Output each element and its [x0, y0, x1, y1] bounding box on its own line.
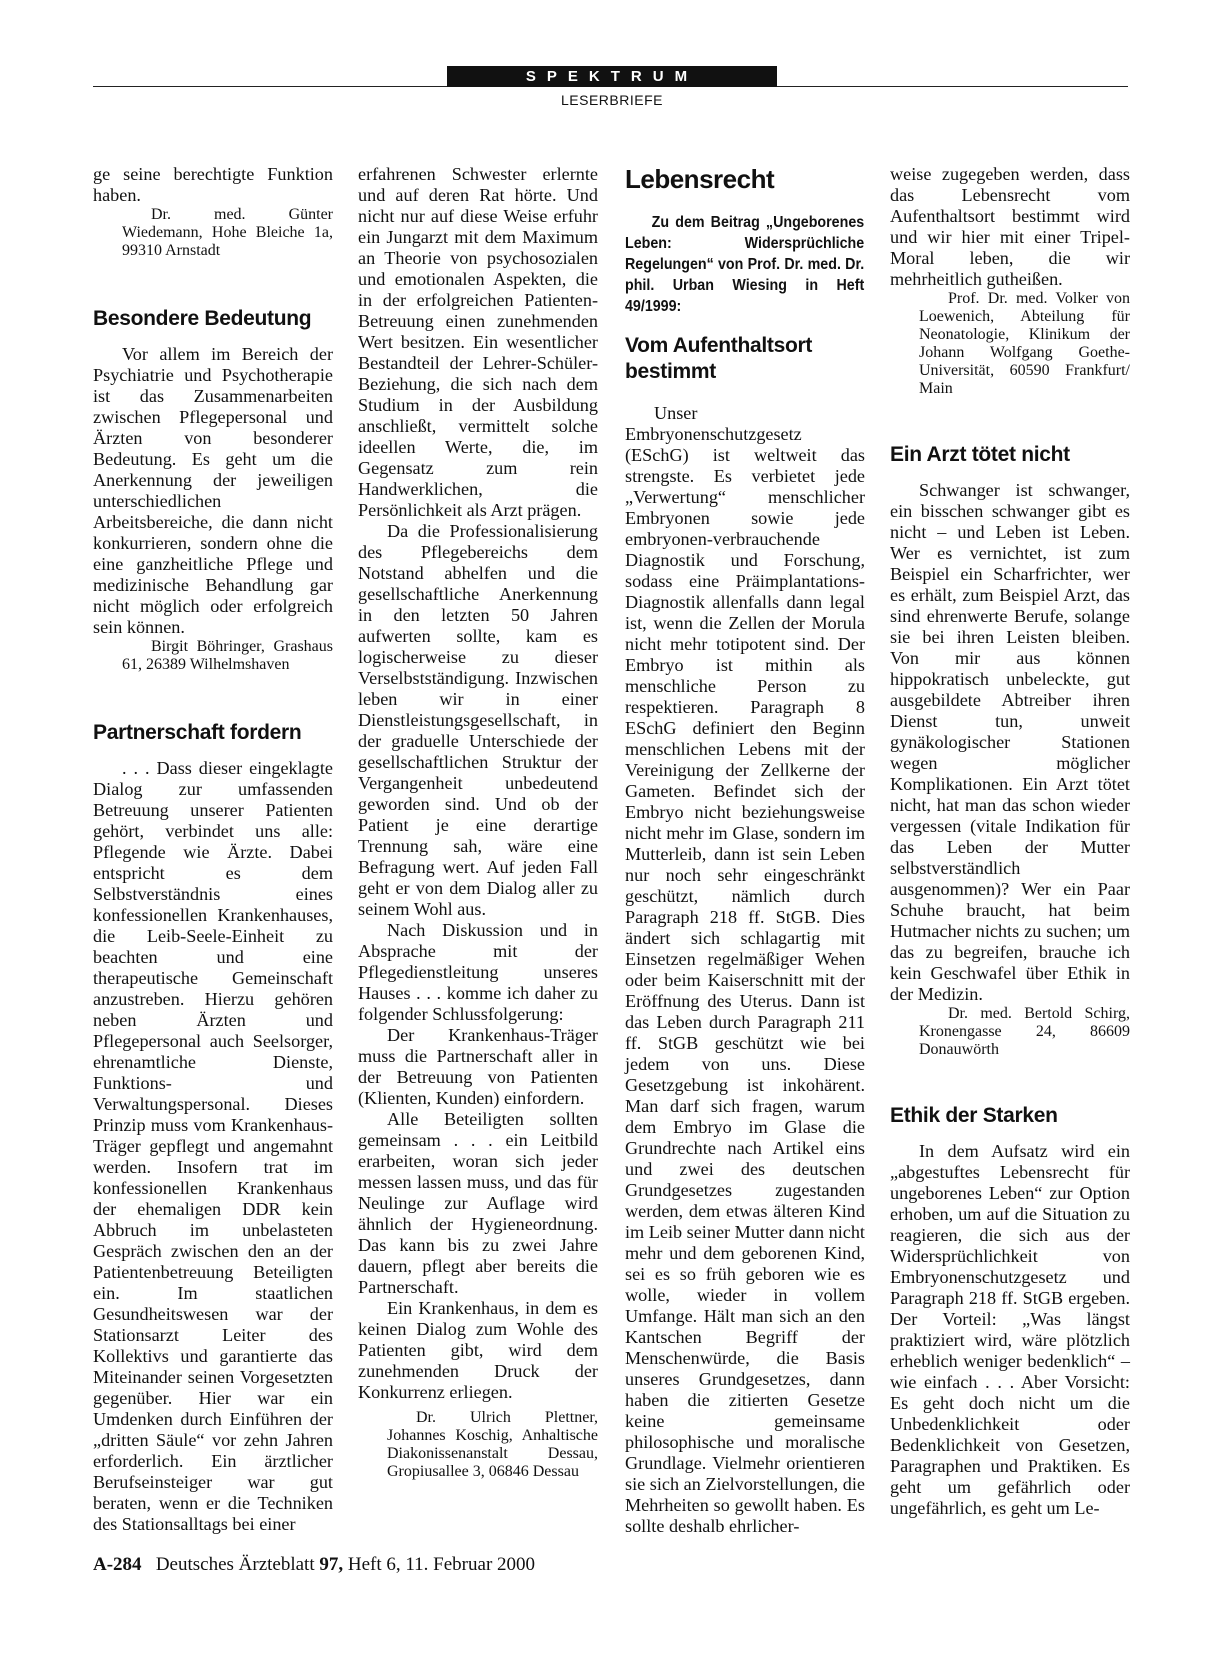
section-label: LESERBRIEFE — [561, 92, 663, 108]
column-3 — [625, 164, 865, 1537]
body-paragraph: Alle Beteiligten sollten gemeinsam . . . ein Leitbild erarbeiten, woran sich jeder messen lassen muss, und das für Neulinge zur Auflage wird ähnlich der Hygieneordnung. Das kann bis zu zwei Jahre dauern, pflegt aber bereits die Partnerschaft. — [358, 1109, 598, 1297]
letter-signature: Dr. med. Günter Wiedemann, Hohe Bleiche 1a, 99310 Arnstadt — [122, 206, 333, 259]
body-paragraph: Nach Diskussion und in Absprache mit der Pflegedienstleitung unseres Hauses . . . komme ich daher zu folgender Schlussfolgerung: — [358, 920, 598, 1024]
body-paragraph: Unser Embryonenschutzgesetz (ESchG) ist weltweit das strengste. Es verbietet jede „Verwertung“ menschlicher Embryonen sowie jede embryonen-verbrauchende Diagnostik und Forschung, sodass eine Präimplantations-Diagnostik allenfalls dann legal ist, wenn die Zellen der Morula nicht mehr totipotent sind. Der Embryo ist mithin als menschliche Person zu respektieren. Paragraph 8 ESchG definiert den Beginn menschlichen Lebens mit der Vereinigung der Zellkerne der Gameten. Befindet sich der Embryo nicht beziehungsweise nicht mehr im Glase, sondern im Mutterleib, dann ist sein Leben nur noch sehr eingeschränkt geschützt, nämlich durch Paragraph 218 ff. StGB. Dies ändert sich schlagartig mit Einsetzen regelmäßiger Wehen oder beim Kaiserschnitt mit der Eröffnung des Uterus. Dann ist das Leben durch Paragraph 211 ff. StGB geschützt wie bei jedem von uns. Diese Gesetzgebung ist inkohärent. Man darf sich fragen, warum dem Embryo im Glase die Grundrechte nach Artikel eins und zwei des deutschen Grundgesetzes zugestanden werden, dem etwas älteren Kind im Leib seiner Mutter dann nicht mehr und dem geborenen Kind, sei es so früh geboren wie es wolle, wieder in vollem Umfange. Hält man sich an den Kantschen Begriff der Menschenwürde, die Basis unseres Grundgesetzes, dann haben die zitierten Gesetze keine gemeinsame philosophische und moralische Grundlage. Vielmehr orientieren sie sich an Zielvorstellungen, die Mehrheiten so gewollt haben. Es sollte deshalb ehrlicher- — [625, 403, 865, 1536]
volume-number: 97, — [319, 1554, 344, 1575]
letter-heading: Ein Arzt tötet nicht — [890, 443, 1070, 466]
body-paragraph: Vor allem im Bereich der Psychiatrie und Psychotherapie ist das Zusammenarbeiten zwischen Pflegepersonal und Ärzten von besonderer Bedeutung. Es geht um die Anerkennung der jeweiligen unterschiedlichen Arbeitsbereiche, die dann nicht konkurrieren, sondern ohne die eine ganzheitliche Pflege und medizinische Behandlung gar nicht möglich oder erfolgreich sein können. — [93, 344, 333, 637]
journal-name: Deutsches Ärzteblatt — [155, 1554, 315, 1575]
body-paragraph: erfahrenen Schwester erlernte und auf deren Rat hörte. Und nicht nur auf diese Weise erfuhr ein Jungarzt mit dem Maximum an Theorie von psychosozialen und emotionalen Aspekten, die in der erfolgreichen Patienten-Betreuung einen zunehmenden Wert besitzen. Ein wesentlicher Bestandteil der Lehrer-Schüler-Beziehung, die sich nach dem Studium in der Ausbildung anschließt, vermittelt solche ideellen Werte, die, im Gegensatz zum rein Handwerklichen, die Persönlichkeit als Arzt prägen. — [358, 164, 598, 520]
topic-title: Lebensrecht — [625, 164, 775, 194]
column-4 — [890, 164, 1130, 1519]
body-paragraph: Da die Professionalisierung des Pflegebereichs dem Notstand abhelfen und die gesellschaftliche Anerkennung in den letzten 50 Jahren aufwerten sollte, kam es logischerweise zu dieser Verselbstständigung. Inzwischen leben wir in einer Dienstleistungsgesellschaft, in der graduelle Unterschiede der gesellschaftlichen Struktur der Vergangenheit unbedeutend geworden sind. Und ob der Patient je eine derartige Trennung sah, wäre eine Befragung wert. Auf jeden Fall geht er von dem Dialog aller zu seinem Wohl aus. — [358, 521, 598, 919]
letter-signature: Dr. Ulrich Plettner, Johannes Koschig, Anhaltische Diakonissenanstalt Dessau, Gropiusallee 3, 06846 Dessau — [387, 1409, 598, 1480]
body-paragraph: Der Krankenhaus-Träger muss die Partnerschaft aller in der Betreuung von Patienten (Klienten, Kunden) einfordern. — [358, 1025, 598, 1108]
letter-signature: Dr. med. Bertold Schirg, Kronengasse 24, 86609 Donauwörth — [919, 1005, 1130, 1058]
letter-signature: Prof. Dr. med. Volker von Loewenich, Abteilung für Neonatologie, Klinikum der Johann Wolfgang Goethe-Universität, 60590 Frankfurt/ Main — [919, 290, 1130, 397]
body-paragraph: ge seine berechtigte Funktion haben. — [93, 164, 333, 205]
letter-heading: Ethik der Starken — [890, 1104, 1058, 1127]
letter-signature: Birgit Böhringer, Grashaus 61, 26389 Wilhelmshaven — [122, 638, 333, 673]
section-banner: SPEKTRUM — [447, 66, 777, 87]
topic-lead: Zu dem Beitrag „Ungeborenes Leben: Widersprüchliche Regelungen“ von Prof. Dr. med. Dr. phil. Urban Wiesing in Heft 49/1999: — [625, 214, 865, 315]
page-footer — [93, 1554, 535, 1576]
issue-info: Heft 6, 11. Februar 2000 — [347, 1554, 536, 1575]
column-2 — [358, 164, 598, 1481]
page-number: A-284 — [93, 1554, 142, 1575]
body-paragraph: Schwanger ist schwanger, ein bisschen schwanger gibt es nicht – und Leben ist Leben. Wer es vernichtet, ist zum Beispiel ein Scharfrichter, wer es erhält, zum Beispiel Arzt, das sind ehrenwerte Berufe, solange sie bei ihren Leisten bleiben. Von mir aus können hippokratisch unbeleckte, gut ausgebildete Abtreiber ihren Dienst tun, unweit gynäkologischer Stationen wegen möglicher Komplikationen. Ein Arzt tötet nicht, hat man das schon wieder vergessen (vitale Indikation für das Leben der Mutter selbstverständlich ausgenommen)? Wer ein Paar Schuhe braucht, hat beim Hutmacher nichts zu suchen; um das zu begreifen, brauche ich kein Geschwafel über Ethik in der Medizin. — [890, 480, 1130, 1004]
body-paragraph: weise zugegeben werden, dass das Lebensrecht vom Aufenthaltsort bestimmt wird und wir hier mit einer Tripel-Moral leben, die wir mehrheitlich gutheißen. — [890, 164, 1130, 289]
letter-heading: Vom Aufenthaltsort bestimmt — [625, 334, 813, 383]
body-paragraph: . . . Dass dieser eingeklagte Dialog zur umfassenden Betreuung unserer Patienten gehört, verbindet uns alle: Pflegende wie Ärzte. Dabei entspricht es dem Selbstverständnis eines konfessionellen Krankenhauses, die Leib-Seele-Einheit zu beachten und eine therapeutische Gemeinschaft anzustreben. Hierzu gehören neben Ärzten und Pflegepersonal auch Seelsorger, ehrenamtliche Dienste, Funktions- und Verwaltungspersonal. Dieses Prinzip muss vom Krankenhaus-Träger gepflegt und angemahnt werden. Insofern trat im konfessionellen Krankenhaus der ehemaligen DDR kein Abbruch im unbelasteten Gespräch zwischen den an der Patientenbetreuung Beteiligten ein. Im staatlichen Gesundheitswesen war der Stationsarzt Leiter des Kollektivs und garantierte das Miteinander seinen Vorgesetzten gegenüber. Hier war ein Umdenken durch Einführen der „dritten Säule“ vor zehn Jahren erforderlich. Ein ärztlicher Berufseinsteiger war gut beraten, wenn er die Techniken des Stationsalltags bei einer — [93, 758, 333, 1534]
body-paragraph: Ein Krankenhaus, in dem es keinen Dialog zum Wohle des Patienten gibt, wird dem zunehmenden Druck der Konkurrenz erliegen. — [358, 1298, 598, 1402]
letter-heading: Partnerschaft fordern — [93, 721, 302, 744]
body-paragraph: In dem Aufsatz wird ein „abgestuftes Lebensrecht für ungeborenes Leben“ zur Option erhoben, um auf die Situation zu reagieren, die sich aus der Widersprüchlichkeit von Embryonenschutzgesetz und Paragraph 218 ff. StGB ergeben. Der Vorteil: „Was längst praktiziert wird, wäre plötzlich erheblich weniger bedenklich“ – wie einfach . . . Aber Vorsicht: Es geht doch nicht um die Unbedenklichkeit oder Bedenklichkeit von Gesetzen, Paragraphen und Praktiken. Es geht um gefährlich oder ungefährlich, es geht um Le- — [890, 1141, 1130, 1518]
letter-heading: Besondere Bedeutung — [93, 307, 312, 330]
column-1 — [93, 164, 333, 1535]
